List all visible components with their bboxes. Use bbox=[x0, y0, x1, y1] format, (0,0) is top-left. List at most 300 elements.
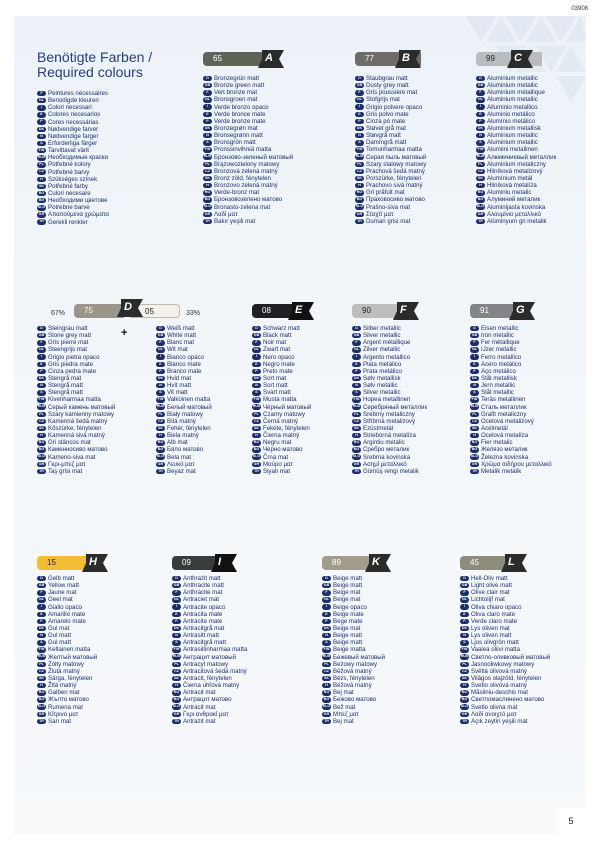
color-name-text: Steengrijs mat bbox=[48, 346, 87, 354]
language-code-badge: RUS bbox=[203, 154, 212, 159]
language-code-badge: P bbox=[156, 369, 165, 374]
color-d1-number-bar: 75 bbox=[74, 304, 124, 318]
color-name-item bbox=[37, 582, 97, 589]
color-name-item bbox=[37, 411, 115, 418]
legend-item bbox=[37, 111, 109, 118]
color-name-item bbox=[156, 339, 212, 346]
color-name-item bbox=[352, 325, 427, 332]
legend-text: Nødvendige farger bbox=[48, 132, 99, 140]
color-k-letter-flag: K bbox=[365, 554, 391, 572]
legend-text: Colores necesarios bbox=[48, 111, 101, 119]
color-name-item bbox=[476, 132, 556, 139]
color-name-text: Light olive matt bbox=[471, 582, 512, 590]
language-code-badge: RUS bbox=[37, 155, 46, 160]
color-name-item bbox=[355, 82, 426, 89]
color-name-item bbox=[203, 189, 293, 196]
language-code-badge: PL bbox=[156, 412, 165, 417]
language-code-badge: BG bbox=[38, 447, 45, 452]
color-name-item bbox=[476, 196, 556, 203]
language-code-badge: GB bbox=[38, 333, 45, 338]
color-name-text: Aluminium metallic bbox=[487, 139, 538, 147]
language-code-badge: CZ bbox=[172, 669, 181, 674]
color-name-item bbox=[322, 632, 385, 639]
color-name-text: Beyaz mat bbox=[167, 467, 196, 475]
language-code-badge: H bbox=[322, 683, 331, 688]
language-code-badge: GB bbox=[323, 583, 330, 588]
color-name-item bbox=[476, 146, 556, 153]
language-code-badge: S bbox=[203, 140, 212, 145]
language-code-badge: BG bbox=[461, 697, 468, 702]
language-code-badge: SK bbox=[324, 675, 329, 680]
color-name-text: Γκρι ανθρακί ματ bbox=[183, 710, 229, 718]
language-code-badge: PL bbox=[355, 162, 364, 167]
language-code-badge: P bbox=[203, 119, 212, 124]
language-code-badge: NL bbox=[252, 347, 261, 352]
color-name-text: Gelb matt bbox=[48, 575, 75, 582]
color-name-item bbox=[322, 596, 385, 603]
color-name-text: Grafit metaliczny bbox=[481, 410, 527, 418]
color-name-text: Verde bronzo opaco bbox=[214, 103, 269, 111]
language-code-badge: F bbox=[37, 91, 46, 96]
color-name-text: Kameno-siva mat bbox=[48, 453, 96, 461]
color-name-item bbox=[322, 625, 385, 632]
color-name-text: Prata metálico bbox=[363, 367, 402, 375]
color-name-text: Branco mate bbox=[167, 367, 202, 375]
language-code-badge: D bbox=[470, 326, 479, 331]
plus-sign: + bbox=[121, 327, 128, 339]
color-name-text: Wit mat bbox=[167, 346, 188, 354]
color-name-item bbox=[476, 189, 556, 196]
language-code-badge: E bbox=[37, 612, 46, 617]
color-name-text: Prašno-siva mat bbox=[366, 203, 411, 211]
color-name-text: Beige mat bbox=[333, 624, 361, 632]
color-name-item bbox=[156, 461, 212, 468]
color-c-number-bar: 99 bbox=[476, 52, 542, 66]
color-e-number-bar: 08 bbox=[252, 304, 306, 318]
color-name-item bbox=[352, 418, 427, 425]
color-name-text: Белый матовый bbox=[167, 403, 212, 411]
language-code-badge: N bbox=[37, 383, 46, 388]
language-code-badge: GR bbox=[353, 461, 360, 466]
language-code-badge: P bbox=[352, 369, 361, 374]
color-name-item bbox=[460, 654, 550, 661]
color-name-text: Sarı mat bbox=[48, 717, 72, 725]
language-code-badge: BG bbox=[157, 447, 164, 452]
color-name-text: Acero metálico bbox=[481, 360, 522, 368]
color-name-item bbox=[476, 96, 556, 103]
language-code-badge: TR bbox=[37, 719, 46, 724]
language-code-badge: RO bbox=[38, 190, 45, 195]
color-name-item bbox=[156, 468, 212, 475]
color-name-text: Srebrny metaliczny bbox=[363, 410, 415, 418]
language-code-badge: NL bbox=[37, 597, 46, 602]
color-name-text: Ocelová metalíza bbox=[481, 432, 529, 440]
color-name-item bbox=[252, 389, 311, 396]
color-name-text: Alb mat bbox=[167, 439, 188, 447]
color-a-number-bar: 65 bbox=[203, 52, 271, 66]
color-name-text: Beige mate bbox=[333, 610, 364, 618]
color-name-item bbox=[172, 611, 247, 618]
language-code-badge: RO bbox=[461, 690, 468, 695]
language-code-badge: N bbox=[470, 383, 479, 388]
language-code-badge: H bbox=[172, 683, 181, 688]
language-code-badge: GB bbox=[471, 333, 478, 338]
color-f-name-list bbox=[352, 325, 427, 475]
language-code-badge: RUS bbox=[470, 404, 479, 409]
color-name-text: Strieborná metalíza bbox=[363, 432, 416, 440]
language-code-badge: F bbox=[460, 590, 469, 595]
color-name-text: Jaune mat bbox=[48, 589, 77, 597]
language-code-badge: NL bbox=[156, 347, 165, 352]
language-code-badge: H bbox=[470, 433, 479, 438]
legend-text: Benodigde kleuren bbox=[48, 97, 99, 105]
language-code-badge: CZ bbox=[355, 169, 364, 174]
color-name-item bbox=[203, 196, 293, 203]
language-code-badge: RO bbox=[471, 440, 478, 445]
color-name-item bbox=[322, 582, 385, 589]
color-name-item bbox=[355, 132, 426, 139]
language-code-badge: GB bbox=[353, 333, 360, 338]
language-code-badge: RUS bbox=[156, 404, 165, 409]
color-name-item bbox=[37, 668, 97, 675]
color-name-item bbox=[460, 611, 550, 618]
language-code-badge: I bbox=[172, 604, 181, 609]
language-code-badge: S bbox=[156, 390, 165, 395]
language-code-badge: PL bbox=[460, 662, 469, 667]
language-code-badge: NL bbox=[460, 597, 469, 602]
color-name-item bbox=[322, 646, 385, 653]
color-name-text: Oliva claro mate bbox=[471, 610, 516, 618]
language-code-badge: DK bbox=[461, 625, 468, 630]
language-code-badge: I bbox=[460, 604, 469, 609]
language-code-badge: H bbox=[352, 433, 361, 438]
color-l-number-bar: 45 bbox=[460, 556, 520, 570]
color-name-text: Beige opaco bbox=[333, 603, 367, 611]
language-code-badge: BG bbox=[471, 447, 478, 452]
language-code-badge: H bbox=[156, 433, 165, 438]
color-name-text: Siyah mat bbox=[263, 467, 291, 475]
color-d2-number-bar: 05 bbox=[130, 304, 180, 318]
color-name-item bbox=[37, 339, 115, 346]
language-code-badge: S bbox=[172, 640, 181, 645]
color-name-text: Antracit mat bbox=[183, 689, 216, 697]
language-code-badge: S bbox=[322, 640, 331, 645]
color-name-text: Beige matta bbox=[333, 646, 366, 654]
color-name-text: Beige matt bbox=[333, 575, 363, 582]
legend-item bbox=[37, 161, 109, 168]
color-name-text: Verde bronze mate bbox=[214, 117, 266, 125]
color-name-text: Чёрный матовый bbox=[263, 403, 312, 411]
color-name-item bbox=[37, 332, 115, 339]
color-name-text: Geel mat bbox=[48, 596, 73, 604]
color-name-item bbox=[352, 454, 427, 461]
color-name-text: Сребро металик bbox=[363, 446, 410, 454]
color-name-text: Gri stâncos mat bbox=[48, 439, 91, 447]
color-name-item bbox=[355, 125, 426, 132]
color-g-name-list bbox=[470, 325, 552, 475]
color-name-text: Svetlo olivová matný bbox=[471, 682, 527, 690]
color-name-text: Negro mate bbox=[263, 360, 295, 368]
language-code-badge: SK bbox=[174, 675, 179, 680]
language-code-badge: D bbox=[476, 76, 485, 81]
color-name-text: Açık zeytin yeşili mat bbox=[471, 717, 528, 725]
color-name-text: Bakır yeşili mat bbox=[214, 217, 256, 225]
color-name-item bbox=[172, 589, 247, 596]
language-code-badge: FIN bbox=[477, 147, 484, 152]
color-name-text: Stofgrijs mat bbox=[366, 96, 400, 104]
color-name-item bbox=[322, 718, 385, 725]
language-code-badge: P bbox=[252, 369, 261, 374]
color-name-item bbox=[37, 446, 115, 453]
color-name-text: Støvet grå mat bbox=[366, 124, 406, 132]
color-name-item bbox=[355, 204, 426, 211]
color-name-text: Αλουμίνιο μεταλλικό bbox=[487, 210, 541, 218]
language-code-badge: GR bbox=[173, 711, 180, 716]
language-code-badge: GR bbox=[38, 711, 45, 716]
color-name-text: Steingrau matt bbox=[48, 325, 88, 332]
color-name-text: Бяло матово bbox=[167, 446, 204, 454]
color-name-text: Stengrå matt bbox=[48, 389, 83, 397]
color-name-text: Teräs metallinen bbox=[481, 396, 526, 404]
color-name-text: Čierna matný bbox=[263, 432, 300, 440]
color-name-text: Světlá olivová matný bbox=[471, 667, 527, 675]
color-name-item bbox=[460, 618, 550, 625]
color-name-item bbox=[203, 154, 293, 161]
color-name-text: Valkoinen matta bbox=[167, 396, 211, 404]
language-code-badge: GB bbox=[38, 583, 45, 588]
color-name-text: Srebrna kovinska bbox=[363, 453, 411, 461]
color-name-item bbox=[460, 668, 550, 675]
color-name-item bbox=[172, 604, 247, 611]
color-name-item bbox=[460, 639, 550, 646]
color-name-text: Zilver metallic bbox=[363, 346, 401, 354]
language-code-badge: N bbox=[355, 133, 364, 138]
color-name-item bbox=[172, 618, 247, 625]
color-h-name-list bbox=[37, 575, 97, 725]
color-name-item bbox=[476, 118, 556, 125]
color-name-text: Iron metallic bbox=[481, 332, 514, 340]
color-name-text: Brązowozielony matowy bbox=[214, 160, 280, 168]
color-name-item bbox=[352, 439, 427, 446]
color-name-text: Hvid mat bbox=[167, 374, 192, 382]
language-code-badge: GB bbox=[477, 83, 484, 88]
language-code-badge: F bbox=[203, 90, 212, 95]
legend-item bbox=[37, 147, 109, 154]
color-name-text: Beige mat bbox=[333, 596, 361, 604]
color-name-text: Gri prăfuit mat bbox=[366, 189, 405, 197]
color-name-text: Dammgrå matt bbox=[366, 139, 407, 147]
language-code-badge: RUS bbox=[355, 154, 364, 159]
color-name-item bbox=[470, 425, 552, 432]
color-name-item bbox=[322, 654, 385, 661]
language-code-badge: RUS bbox=[172, 654, 181, 659]
language-code-badge: PL bbox=[470, 412, 479, 417]
color-name-text: Aluminio metálico bbox=[487, 110, 535, 118]
language-code-badge: TR bbox=[355, 219, 364, 224]
language-code-badge: D bbox=[156, 326, 165, 331]
language-code-badge: FIN bbox=[461, 647, 468, 652]
language-code-badge: SLO bbox=[470, 454, 479, 459]
color-name-text: Gul mat bbox=[48, 624, 70, 632]
color-name-item bbox=[203, 96, 293, 103]
color-name-item bbox=[252, 446, 311, 453]
color-name-item bbox=[252, 375, 311, 382]
language-code-badge: H bbox=[203, 183, 212, 188]
language-code-badge: I bbox=[322, 604, 331, 609]
color-l-letter-flag: L bbox=[501, 554, 527, 572]
language-code-badge: NL bbox=[203, 97, 212, 102]
color-name-item bbox=[37, 589, 97, 596]
language-code-badge: DK bbox=[38, 126, 45, 131]
color-name-item bbox=[203, 146, 293, 153]
color-name-text: Olive clair mat bbox=[471, 589, 510, 597]
color-name-text: Χρώμα σιδήρου μεταλλικό bbox=[481, 460, 552, 468]
color-name-text: Gul matt bbox=[48, 639, 72, 647]
color-name-item bbox=[322, 604, 385, 611]
language-code-badge: RO bbox=[253, 440, 260, 445]
color-name-item bbox=[252, 454, 311, 461]
title-german: Benötigte Farben / bbox=[37, 49, 153, 65]
language-code-badge: P bbox=[322, 619, 331, 624]
language-code-badge: F bbox=[322, 590, 331, 595]
color-name-text: Fehér, fénytelen bbox=[167, 424, 211, 432]
color-name-item bbox=[470, 389, 552, 396]
color-name-text: Aço metálico bbox=[481, 367, 516, 375]
language-code-badge: GR bbox=[323, 711, 330, 716]
color-name-item bbox=[355, 111, 426, 118]
color-name-item bbox=[460, 689, 550, 696]
color-name-text: Antrazit mat bbox=[183, 717, 216, 725]
legend-text: Erforderliga färger bbox=[48, 139, 98, 147]
language-code-badge: SK bbox=[158, 425, 163, 430]
color-name-item bbox=[37, 696, 97, 703]
color-name-item bbox=[470, 346, 552, 353]
language-code-badge: TR bbox=[476, 219, 485, 224]
language-code-badge: I bbox=[203, 104, 212, 109]
color-name-item bbox=[172, 711, 247, 718]
legend-item bbox=[37, 126, 109, 133]
language-code-badge: P bbox=[37, 119, 46, 124]
language-code-badge: E bbox=[476, 112, 485, 117]
color-name-item bbox=[37, 418, 115, 425]
color-name-item bbox=[322, 696, 385, 703]
color-e-name-list bbox=[252, 325, 311, 475]
color-name-text: Szary stalowy matowy bbox=[366, 160, 427, 168]
legend-item bbox=[37, 90, 109, 97]
color-name-item bbox=[37, 639, 97, 646]
legend-text: Potřebné barvy bbox=[48, 168, 90, 176]
legend-text: Gerekli renkler bbox=[48, 218, 88, 226]
color-name-item bbox=[352, 468, 427, 475]
language-code-badge: RUS bbox=[322, 654, 331, 659]
color-f-number-bar: 90 bbox=[352, 304, 412, 318]
color-name-text: Γκρι-μπεζ ματ bbox=[48, 460, 86, 468]
color-name-item bbox=[172, 718, 247, 725]
legend-text: Cores necessárias bbox=[48, 118, 99, 126]
language-code-badge: P bbox=[476, 119, 485, 124]
color-name-item bbox=[470, 361, 552, 368]
color-name-item bbox=[156, 411, 212, 418]
color-name-text: Aluminijasta kovinska bbox=[487, 203, 546, 211]
percent-right: 33% bbox=[186, 310, 201, 317]
color-name-item bbox=[352, 425, 427, 432]
language-code-badge: E bbox=[460, 612, 469, 617]
language-code-badge: DK bbox=[204, 125, 211, 130]
language-code-badge: E bbox=[203, 112, 212, 117]
language-code-badge: SLO bbox=[37, 454, 46, 459]
color-name-text: Ασημί μεταλλικό bbox=[363, 460, 407, 468]
color-name-item bbox=[322, 661, 385, 668]
title-english: Required colours bbox=[37, 64, 143, 80]
color-name-item bbox=[476, 154, 556, 161]
color-name-item bbox=[355, 146, 426, 153]
color-name-item bbox=[460, 661, 550, 668]
color-name-text: Черно матово bbox=[263, 446, 303, 454]
color-name-item bbox=[203, 139, 293, 146]
color-name-item bbox=[355, 75, 426, 82]
color-e-letter-flag: E bbox=[288, 302, 314, 320]
color-name-text: Staubgrau matt bbox=[366, 75, 408, 82]
color-name-item bbox=[203, 182, 293, 189]
language-code-badge: F bbox=[156, 340, 165, 345]
color-name-text: Alluminio metallico bbox=[487, 103, 538, 111]
color-name-text: Antracitgrå mat bbox=[183, 624, 225, 632]
language-code-badge: D bbox=[37, 326, 46, 331]
language-code-badge: SLO bbox=[37, 205, 46, 210]
color-name-item bbox=[172, 596, 247, 603]
legend-item bbox=[37, 140, 109, 147]
color-name-text: Giallo opaco bbox=[48, 603, 82, 611]
percent-left: 67% bbox=[51, 310, 66, 317]
color-name-item bbox=[352, 461, 427, 468]
language-code-badge: SK bbox=[39, 183, 44, 188]
color-name-text: Bílá matný bbox=[167, 417, 196, 425]
legend-text: Tarvittavat värit bbox=[48, 147, 89, 155]
language-code-badge: P bbox=[460, 619, 469, 624]
language-code-badge: RO bbox=[323, 690, 330, 695]
color-name-text: Vert bronze mat bbox=[214, 89, 258, 97]
language-code-badge: I bbox=[252, 354, 261, 359]
color-name-text: Cinza pedra mate bbox=[48, 367, 97, 375]
color-name-item bbox=[252, 468, 311, 475]
legend-item bbox=[37, 169, 109, 176]
color-name-item bbox=[156, 368, 212, 375]
color-name-item bbox=[156, 446, 212, 453]
language-code-badge: FIN bbox=[38, 397, 45, 402]
color-name-item bbox=[355, 196, 426, 203]
language-code-badge: SK bbox=[472, 425, 477, 430]
color-name-text: Kőszürke, fénytelen bbox=[48, 424, 102, 432]
language-code-badge: S bbox=[355, 140, 364, 145]
language-code-badge: I bbox=[355, 104, 364, 109]
color-name-item bbox=[37, 439, 115, 446]
color-name-item bbox=[37, 596, 97, 603]
color-name-item bbox=[252, 425, 311, 432]
color-name-text: Biały matowy bbox=[167, 410, 203, 418]
document-code: 03908 bbox=[571, 6, 588, 12]
color-name-item bbox=[172, 625, 247, 632]
color-name-text: Bege mate bbox=[333, 617, 363, 625]
color-name-text: Stengrå mat bbox=[48, 374, 82, 382]
color-name-text: Anthrazit matt bbox=[183, 575, 221, 582]
language-code-badge: BG bbox=[323, 697, 330, 702]
color-name-text: Černá matný bbox=[263, 417, 298, 425]
color-name-text: Prachová šedá matný bbox=[366, 167, 425, 175]
language-code-badge: DK bbox=[173, 625, 180, 630]
color-name-text: Schwarz matt bbox=[263, 325, 300, 332]
color-name-item bbox=[252, 396, 311, 403]
language-code-badge: SK bbox=[357, 175, 362, 180]
